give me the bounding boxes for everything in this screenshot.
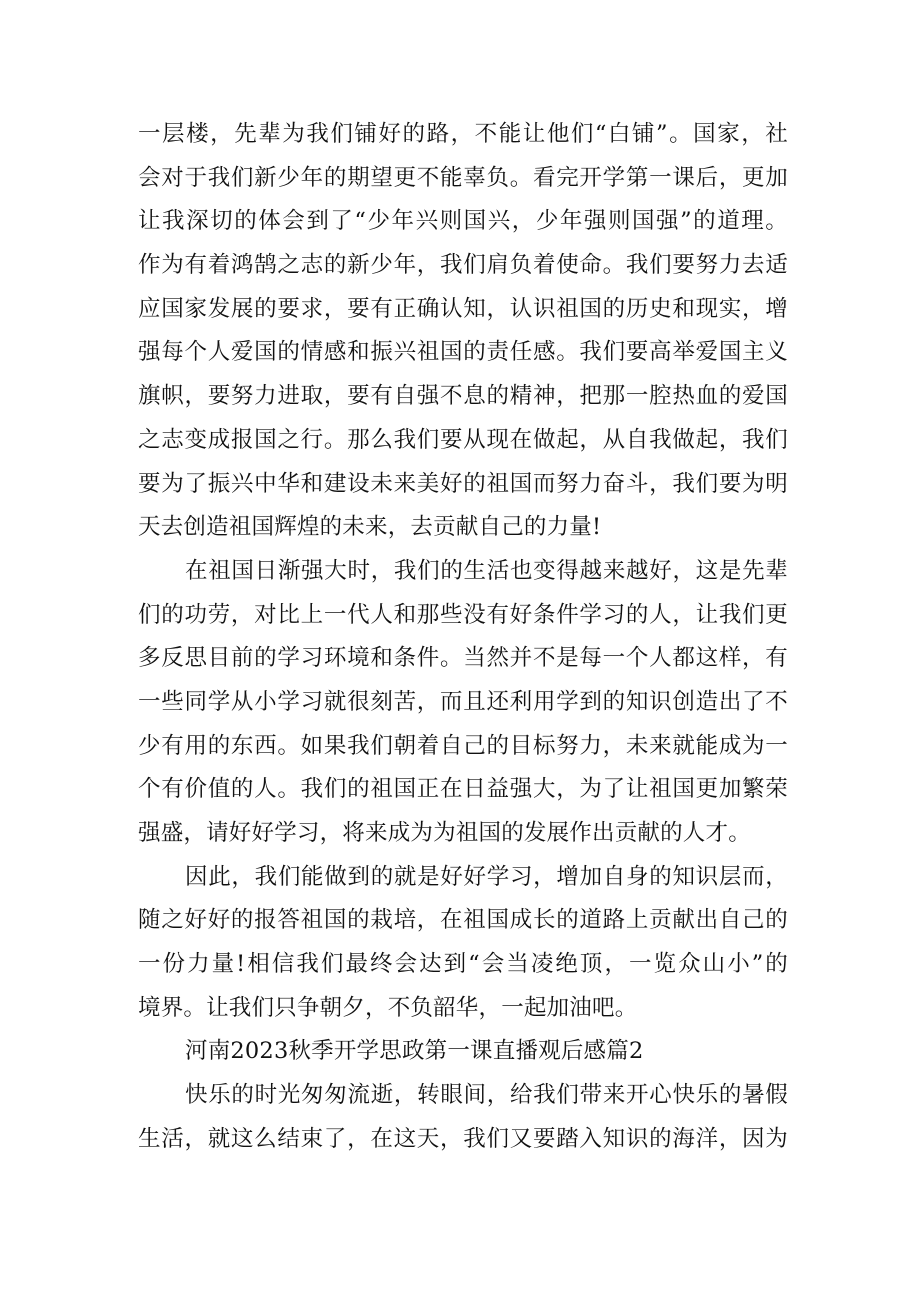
paragraph-first-line: 因此，我们能做到的就是好好学习，增加自身的知识层而， — [185, 863, 788, 890]
text-line: 会对于我们新少年的期望更不能辜负。看完开学第一课后，更加 — [138, 164, 788, 191]
text-line: 强每个人爱国的情感和振兴祖国的责任感。我们要高举爱国主义 — [138, 339, 788, 366]
text-line: 让我深切的体会到了“少年兴则国兴，少年强则国强”的道理。 — [138, 208, 788, 235]
text-line: 之志变成报国之行。那么我们要从现在做起，从自我做起，我们 — [138, 426, 788, 453]
text-line: 们的功劳，对比上一代人和那些没有好条件学习的人，让我们更 — [138, 601, 788, 628]
text-line: 天去创造祖国辉煌的未来，去贡献自己的力量! — [138, 514, 602, 541]
paragraph-first-line: 快乐的时光匆匆流逝，转眼间，给我们带来开心快乐的暑假 — [185, 1082, 788, 1109]
text-line: 少有用的东西。如果我们朝着自己的目标努力，未来就能成为一 — [138, 732, 788, 759]
text-line: 强盛，请好好学习，将来成为为祖国的发展作出贡献的人才。 — [138, 820, 751, 846]
document-page — [138, 113, 788, 1162]
text-line: 一些同学从小学习就很刻苦，而且还利用学到的知识创造出了不 — [138, 688, 788, 715]
text-line: 境界。让我们只争朝夕，不负韶华，一起加油吧。 — [138, 994, 638, 1021]
paragraph-first-line: 在祖国日渐强大时，我们的生活也变得越来越好，这是先辈 — [185, 557, 788, 584]
text-line: 作为有着鸿鹄之志的新少年，我们肩负着使命。我们要努力去适 — [138, 252, 788, 279]
text-line: 要为了振兴中华和建设未来美好的祖国而努力奋斗，我们要为明 — [138, 470, 788, 497]
text-line: 多反思目前的学习环境和条件。当然并不是每一个人都这样，有 — [138, 645, 788, 672]
text-line: 一份力量!相信我们最终会达到“会当凌绝顶，一览众山小”的 — [138, 951, 788, 978]
text-line: 旗帜，要努力进取，要有自强不息的精神，把那一腔热血的爱国 — [138, 383, 788, 410]
text-line: 一层楼，先辈为我们铺好的路，不能让他们“白铺”。国家，社 — [138, 121, 788, 147]
text-line: 个有价值的人。我们的祖国正在日益强大，为了让祖国更加繁荣 — [138, 776, 788, 803]
text-line: 随之好好的报答祖国的栽培，在祖国成长的道路上贡献出自己的 — [138, 907, 788, 934]
section-heading: 河南2023秋季开学思政第一课直播观后感篇2 — [185, 1038, 644, 1065]
text-line: 生活，就这么结束了，在这天，我们又要踏入知识的海洋，因为 — [138, 1125, 788, 1152]
text-line: 应国家发展的要求，要有正确认知，认识祖国的历史和现实，增 — [138, 295, 788, 322]
